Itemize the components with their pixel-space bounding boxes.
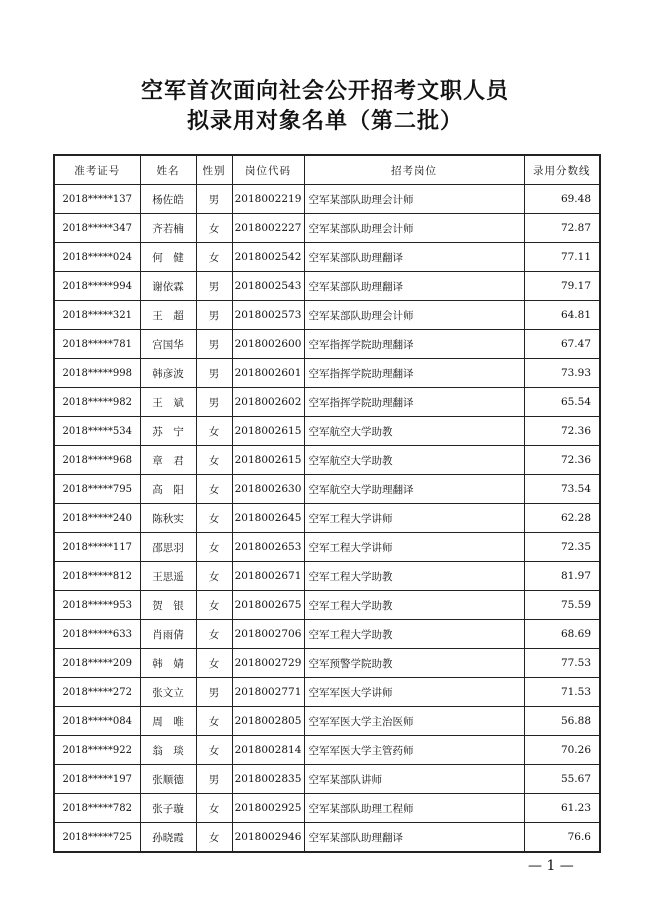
cell-score: 77.53 <box>524 649 600 678</box>
table-row <box>54 707 600 736</box>
cell-score: 71.53 <box>524 678 600 707</box>
cell-name: 陈秋实 <box>140 504 196 533</box>
cell-gender: 女 <box>196 243 232 272</box>
cell-name: 贺 银 <box>140 591 196 620</box>
cell-score: 56.88 <box>524 707 600 736</box>
cell-position-code: 2018002601 <box>232 359 304 388</box>
cell-exam-id: 2018*****781 <box>54 330 140 359</box>
cell-position-code: 2018002645 <box>232 504 304 533</box>
cell-name: 孙晓霞 <box>140 823 196 853</box>
cell-position: 空军工程大学助教 <box>304 620 524 649</box>
cell-name: 肖雨倩 <box>140 620 196 649</box>
cell-position-code: 2018002805 <box>232 707 304 736</box>
cell-name: 王 斌 <box>140 388 196 417</box>
cell-position: 空军工程大学讲师 <box>304 533 524 562</box>
cell-gender: 女 <box>196 591 232 620</box>
cell-gender: 女 <box>196 214 232 243</box>
cell-position-code: 2018002671 <box>232 562 304 591</box>
table-row <box>54 301 600 330</box>
table-row <box>54 359 600 388</box>
cell-score: 81.97 <box>524 562 600 591</box>
cell-position: 空军军医大学讲师 <box>304 678 524 707</box>
cell-score: 64.81 <box>524 301 600 330</box>
cell-position: 空军某部队助理翻译 <box>304 823 524 853</box>
table-row <box>54 591 600 620</box>
cell-gender: 女 <box>196 707 232 736</box>
header-position: 招考岗位 <box>304 155 524 185</box>
cell-exam-id: 2018*****725 <box>54 823 140 853</box>
cell-exam-id: 2018*****084 <box>54 707 140 736</box>
document-title: 空军首次面向社会公开招考文职人员 <box>140 78 509 104</box>
cell-score: 72.36 <box>524 417 600 446</box>
cell-exam-id: 2018*****240 <box>54 504 140 533</box>
cell-score: 73.93 <box>524 359 600 388</box>
cell-name: 翁 琰 <box>140 736 196 765</box>
cell-name: 何 健 <box>140 243 196 272</box>
cell-gender: 男 <box>196 272 232 301</box>
cell-exam-id: 2018*****982 <box>54 388 140 417</box>
table-row <box>54 330 600 359</box>
cell-position-code: 2018002600 <box>232 330 304 359</box>
cell-exam-id: 2018*****782 <box>54 794 140 823</box>
cell-score: 72.35 <box>524 533 600 562</box>
cell-position: 空军军医大学主管药师 <box>304 736 524 765</box>
cell-position-code: 2018002946 <box>232 823 304 853</box>
cell-gender: 女 <box>196 562 232 591</box>
cell-position: 空军某部队助理翻译 <box>304 243 524 272</box>
cell-position-code: 2018002615 <box>232 446 304 475</box>
table-row <box>54 678 600 707</box>
cell-gender: 女 <box>196 533 232 562</box>
table-row <box>54 243 600 272</box>
cell-exam-id: 2018*****197 <box>54 765 140 794</box>
cell-exam-id: 2018*****795 <box>54 475 140 504</box>
cell-score: 55.67 <box>524 765 600 794</box>
cell-gender: 男 <box>196 330 232 359</box>
table-row <box>54 533 600 562</box>
cell-gender: 女 <box>196 417 232 446</box>
table-row <box>54 736 600 765</box>
header-score: 录用分数线 <box>524 155 600 185</box>
cell-exam-id: 2018*****812 <box>54 562 140 591</box>
cell-gender: 男 <box>196 678 232 707</box>
table-row <box>54 446 600 475</box>
cell-name: 张文立 <box>140 678 196 707</box>
cell-position-code: 2018002653 <box>232 533 304 562</box>
cell-position: 空军某部队助理会计师 <box>304 185 524 214</box>
cell-position-code: 2018002706 <box>232 620 304 649</box>
cell-position: 空军工程大学助教 <box>304 591 524 620</box>
table-header-row <box>54 155 600 185</box>
cell-position-code: 2018002602 <box>232 388 304 417</box>
cell-position: 空军航空大学助教 <box>304 417 524 446</box>
cell-score: 76.6 <box>524 823 600 853</box>
table-row <box>54 417 600 446</box>
cell-exam-id: 2018*****272 <box>54 678 140 707</box>
cell-score: 72.36 <box>524 446 600 475</box>
table-row <box>54 214 600 243</box>
cell-score: 79.17 <box>524 272 600 301</box>
cell-position-code: 2018002729 <box>232 649 304 678</box>
table-row <box>54 649 600 678</box>
cell-exam-id: 2018*****321 <box>54 301 140 330</box>
cell-position: 空军预警学院助教 <box>304 649 524 678</box>
cell-position: 空军指挥学院助理翻译 <box>304 359 524 388</box>
cell-gender: 女 <box>196 620 232 649</box>
cell-position: 空军某部队助理会计师 <box>304 301 524 330</box>
cell-score: 67.47 <box>524 330 600 359</box>
cell-gender: 男 <box>196 765 232 794</box>
cell-position-code: 2018002542 <box>232 243 304 272</box>
cell-position-code: 2018002219 <box>232 185 304 214</box>
cell-gender: 男 <box>196 388 232 417</box>
cell-position: 空军某部队助理会计师 <box>304 214 524 243</box>
cell-score: 70.26 <box>524 736 600 765</box>
cell-gender: 女 <box>196 475 232 504</box>
table-row <box>54 504 600 533</box>
cell-position-code: 2018002814 <box>232 736 304 765</box>
cell-name: 王思遥 <box>140 562 196 591</box>
header-exam-id: 准考证号 <box>54 155 140 185</box>
cell-position-code: 2018002835 <box>232 765 304 794</box>
table-row <box>54 185 600 214</box>
cell-gender: 女 <box>196 649 232 678</box>
cell-score: 75.59 <box>524 591 600 620</box>
table-row <box>54 765 600 794</box>
cell-gender: 男 <box>196 185 232 214</box>
cell-name: 齐若楠 <box>140 214 196 243</box>
cell-name: 章 君 <box>140 446 196 475</box>
document-subtitle: 拟录用对象名单（第二批） <box>186 108 463 134</box>
cell-score: 77.11 <box>524 243 600 272</box>
cell-position: 空军工程大学助教 <box>304 562 524 591</box>
cell-position-code: 2018002630 <box>232 475 304 504</box>
cell-exam-id: 2018*****994 <box>54 272 140 301</box>
cell-name: 杨佐皓 <box>140 185 196 214</box>
cell-exam-id: 2018*****998 <box>54 359 140 388</box>
cell-exam-id: 2018*****953 <box>54 591 140 620</box>
cell-position-code: 2018002675 <box>232 591 304 620</box>
table-row <box>54 388 600 417</box>
cell-gender: 男 <box>196 301 232 330</box>
cell-exam-id: 2018*****024 <box>54 243 140 272</box>
cell-position: 空军某部队助理工程师 <box>304 794 524 823</box>
cell-position-code: 2018002925 <box>232 794 304 823</box>
cell-gender: 女 <box>196 794 232 823</box>
cell-position: 空军某部队讲师 <box>304 765 524 794</box>
header-position-code: 岗位代码 <box>232 155 304 185</box>
cell-exam-id: 2018*****117 <box>54 533 140 562</box>
cell-name: 王 超 <box>140 301 196 330</box>
cell-exam-id: 2018*****137 <box>54 185 140 214</box>
table-row <box>54 475 600 504</box>
cell-score: 65.54 <box>524 388 600 417</box>
page-number: — 1 — <box>528 858 574 874</box>
cell-name: 张子璇 <box>140 794 196 823</box>
cell-score: 69.48 <box>524 185 600 214</box>
cell-position: 空军某部队助理翻译 <box>304 272 524 301</box>
cell-name: 周 唯 <box>140 707 196 736</box>
cell-name: 张顺德 <box>140 765 196 794</box>
cell-name: 苏 宁 <box>140 417 196 446</box>
cell-position-code: 2018002227 <box>232 214 304 243</box>
cell-position: 空军航空大学助理翻译 <box>304 475 524 504</box>
cell-name: 邵思羽 <box>140 533 196 562</box>
cell-exam-id: 2018*****922 <box>54 736 140 765</box>
cell-score: 72.87 <box>524 214 600 243</box>
header-gender: 性别 <box>196 155 232 185</box>
table-row <box>54 823 600 853</box>
cell-position-code: 2018002771 <box>232 678 304 707</box>
cell-gender: 女 <box>196 446 232 475</box>
cell-exam-id: 2018*****209 <box>54 649 140 678</box>
cell-gender: 女 <box>196 823 232 853</box>
cell-gender: 男 <box>196 359 232 388</box>
candidate-table <box>53 154 601 853</box>
cell-score: 73.54 <box>524 475 600 504</box>
cell-exam-id: 2018*****633 <box>54 620 140 649</box>
cell-position: 空军军医大学主治医师 <box>304 707 524 736</box>
cell-name: 韩 婧 <box>140 649 196 678</box>
table-row <box>54 620 600 649</box>
cell-score: 62.28 <box>524 504 600 533</box>
cell-position-code: 2018002573 <box>232 301 304 330</box>
cell-gender: 女 <box>196 736 232 765</box>
cell-position: 空军指挥学院助理翻译 <box>304 330 524 359</box>
cell-position-code: 2018002543 <box>232 272 304 301</box>
cell-position: 空军工程大学讲师 <box>304 504 524 533</box>
cell-name: 宫国华 <box>140 330 196 359</box>
cell-score: 61.23 <box>524 794 600 823</box>
header-name: 姓名 <box>140 155 196 185</box>
cell-score: 68.69 <box>524 620 600 649</box>
cell-position: 空军指挥学院助理翻译 <box>304 388 524 417</box>
table-row <box>54 272 600 301</box>
cell-exam-id: 2018*****534 <box>54 417 140 446</box>
cell-position: 空军航空大学助教 <box>304 446 524 475</box>
cell-position-code: 2018002615 <box>232 417 304 446</box>
cell-name: 高 阳 <box>140 475 196 504</box>
cell-name: 谢依霖 <box>140 272 196 301</box>
cell-exam-id: 2018*****347 <box>54 214 140 243</box>
cell-gender: 女 <box>196 504 232 533</box>
table-row <box>54 794 600 823</box>
table-row <box>54 562 600 591</box>
cell-exam-id: 2018*****968 <box>54 446 140 475</box>
cell-name: 韩彦波 <box>140 359 196 388</box>
